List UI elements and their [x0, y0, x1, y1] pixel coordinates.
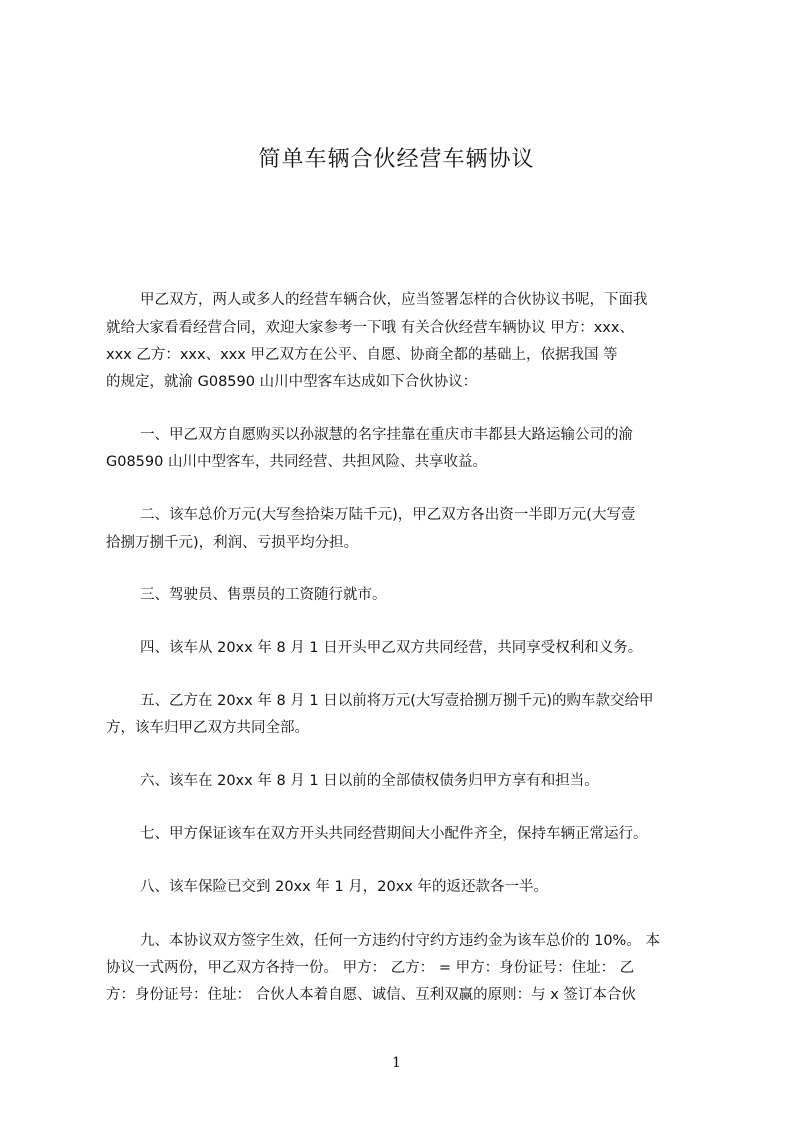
- intro-line: 甲乙双方，两人或多人的经营车辆合伙，应当签署怎样的合伙协议书呢，下面我: [140, 292, 648, 308]
- document-title: 简单车辆合伙经营车辆协议: [258, 147, 535, 172]
- page-number: 1: [392, 1055, 401, 1071]
- clause-2-line: 拾捌万捌千元)，利润、亏损平均分担。: [106, 535, 359, 551]
- clause-7-line: 七、甲方保证该车在双方开头共同经营期间大小配件齐全，保持车辆正常运行。: [140, 826, 648, 842]
- clause-1-line: 一、甲乙双方自愿购买以孙淑慧的名字挂靠在重庆市丰都县大路运输公司的渝: [140, 427, 633, 443]
- clause-3-line: 三、驾驶员、售票员的工资随行就市。: [140, 587, 387, 603]
- clause-9-line: 协议一式两份，甲乙双方各持一份。 甲方： 乙方： = 甲方：身份证号：住址： 乙: [106, 960, 635, 976]
- clause-4-line: 四、该车从 20xx 年 8 月 1 日开头甲乙双方共同经营，共同享受权利和义务。: [140, 640, 643, 656]
- intro-line: 就给大家看看经营合同，欢迎大家参考一下哦 有关合伙经营车辆协议 甲方：xxx、: [106, 320, 634, 336]
- clause-6-line: 六、该车在 20xx 年 8 月 1 日以前的全部债权债务归甲方享有和担当。: [140, 773, 599, 789]
- clause-9-line: 方：身份证号：住址： 合伙人本着自愿、诚信、互利双赢的原则：与 x 签订本合伙: [106, 987, 636, 1003]
- clause-1-line: G08590 山川中型客车，共同经营、共担风险、共享收益。: [106, 454, 487, 470]
- clause-2-line: 二、该车总价万元(大写叁拾柒万陆千元)，甲乙双方各出资一半即万元(大写壹: [140, 507, 636, 523]
- intro-line: xxx 乙方：xxx、xxx 甲乙双方在公平、自愿、协商全都的基础上，依据我国 等: [106, 347, 618, 363]
- clause-5-line: 方，该车归甲乙双方共同全部。: [106, 720, 309, 736]
- intro-line: 的规定，就渝 G08590 山川中型客车达成如下合伙协议：: [106, 374, 478, 390]
- clause-9-line: 九、本协议双方签字生效，任何一方违约付守约方违约金为该车总价的 10%。 本: [140, 933, 660, 949]
- clause-8-line: 八、该车保险已交到 20xx 年 1 月，20xx 年的返还款各一半。: [140, 879, 548, 895]
- clause-5-line: 五、乙方在 20xx 年 8 月 1 日以前将万元(大写壹拾捌万捌千元)的购车款交给甲: [140, 693, 654, 709]
